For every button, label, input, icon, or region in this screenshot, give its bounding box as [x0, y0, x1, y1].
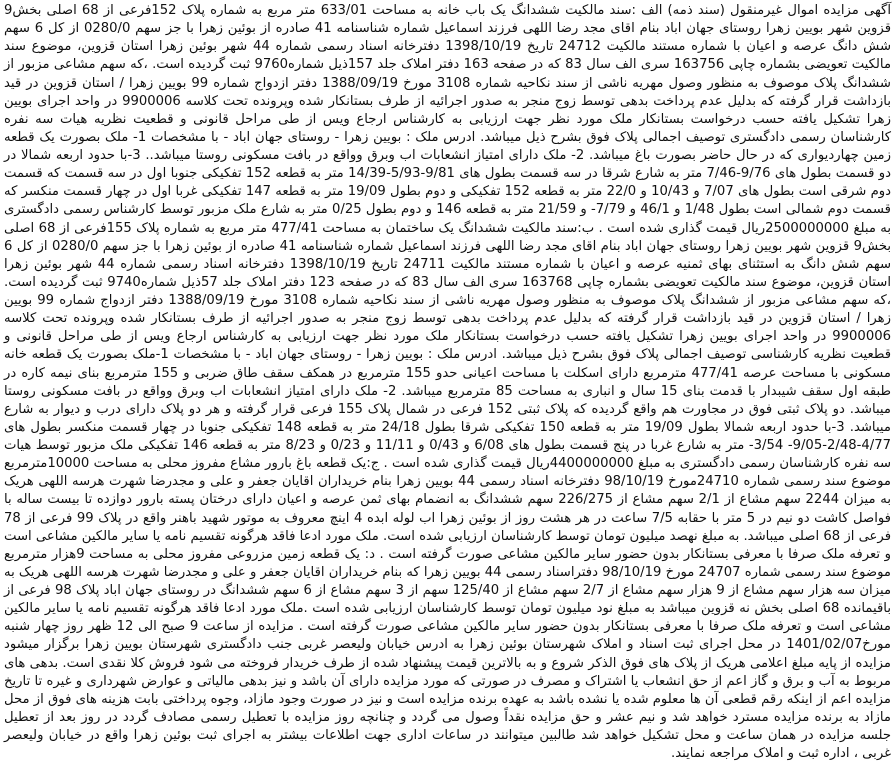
notice-paragraph: آگهی مزایده اموال غیرمنقول (سند ذمه) الف :سند مالکیت ششدانگ یک باب خانه به مساحت 633/01 متر مربع به شماره پلاک 152فرعی از 68 اصلی بخش9 قزوین شهر بویین زهرا روستای جهان اباد بنام اقای مجد رضا اللهی فرزند اسماعیل شماره شناسنامه 41 صادره از بوئین زهرا با جز سهم 0280/0 از کل 6 سهم شش دانگ عرصه و اعیان با شماره مستند مالکیت 24712 تاریخ 1398/10/19 دفترخانه اسناد رسمی شماره 44 شهر بوئین زهرا استان قزوین، موضوع سند مالکیت تعویضی بشماره چاپی 163756 سری الف سال 83 که در صفحه 163 دفتر املاک جلد 157ذیل شماره9760 ثبت گردیده است. ،که سهم مشاعی مزبور از ششدانگ پلاک موصوف به منظور وصول مهریه ناشی از سند نکاحیه شماره 3108 مورخ 1388/09/19 دفتر ازدواج شماره 99 بویین زهرا / استان قزوین در قید بازداشت قرار گرفته که بدلیل عدم پرداخت بدهی توسط زوج منجر به صدور اجرائیه از طرف بستانکار شده وپرونده تحت کلاسه 9900006 در واحد اجرای بویین زهرا تشکیل یافته حسب درخواست بستانکار ملک مورد نظر جهت ارزیابی به کارشناس ارجاع ویس از طی مراحل قانونی و قطعیت نظریه هیات سه نفره کارشناسان رسمی دادگستری توصیف اجمالی پلاک فوق بشرح ذیل میباشد. ادرس ملک : بویین زهرا - روستای جهان اباد - با مشخصات 1- ملک بصورت یک قطعه زمین چهاردیواری که در حال حاضر بصورت باغ میباشد. 2- ملک دارای امتیاز انشعابات اب وبرق وواقع در بافت مسکونی روستا میباشد.. 3-با حدود اربعه شمالا در دو قسمت بطول های 9/76-7/46 متر به شارع شرقا در سه قسمت بطول های 9/81-5/93-14/39 متر به قطعه 152 تفکیکی جنوبا اول در سه قسمت که قسمت دوم شرقی است بطول های 7/07 و 10/43 و 22/0 متر به قطعه 152 تفکیکی و دوم بطول 19/09 متر به قطعه 147 تفکیکی غربا اول در چهار قسمت منکسر که قسمت دوم شمالی است بطول 1/48 و 46/1 و 7/79- و 21/59 متر به قطعه 146 و دوم بطول 0/25 متر به شارع ملک مزبور توسط کارشناس رسمی دادگستری به مبلغ 2500000000ریال قیمت گذاری شده است . ب:سند مالکیت ششدانگ یک ساختمان به مساحت 477/41 متر مربع به شماره پلاک 155فرعی از 68 اصلی بخش9 قزوین شهر بویین زهرا روستای جهان اباد بنام اقای مجد رضا اللهی فرزند اسماعیل شماره شناسنامه 41 صادره از بوئین زهرا با جز سهم 0280/0 از کل 6 سهم شش دانگ به استثنای بهای ثمنیه عرصه و اعیان با شماره مستند مالکیت 24711 تاریخ 1398/10/19 دفترخانه اسناد رسمی شماره 44 شهر بوئین زهرا استان قزوین، موضوع سند مالکیت تعویضی بشماره چاپی 163768 سری الف سال 83 که در صفحه 123 دفتر املاک جلد 57ذیل شماره9740 ثبت گردیده است. ،که سهم مشاعی مزبور از ششدانگ پلاک موصوف به منظور وصول مهریه ناشی از سند نکاحیه شماره 3108 مورخ 1388/09/19 دفتر ازدواج شماره 99 بویین زهرا / استان قزوین در قید بازداشت قرار گرفته که بدلیل عدم پرداخت بدهی توسط زوج منجر به صدور اجرائیه از طرف بستانکار شده وپرونده تحت کلاسه 9900006 در واحد اجرای بویین زهرا تشکیل یافته حسب درخواست بستانکار ملک مورد نظر جهت ارزیابی به کارشناس ارجاع ویس از طی مراحل قانونی و قطعیت نظریه کارشناسی توصیف اجمالی پلاک فوق بشرح ذیل میباشد. ادرس ملک : بویین زهرا - روستای جهان اباد - با مشخصات 1-ملک بصورت یک قطعه خانه مسکونی با مساحت عرصه 477/41 مترمربع دارای اسکلت با مساحت اعیانی حدو 155 مترمربع در همکف سقف طاق ضربی و 155 مترمربع بنای نیمه کاره در طبقه اول سقف شیبدار با قدمت بنای 15 سال و انباری به مساحت 85 مترمربع میباشد. 2- ملک دارای امتیاز انشعابات اب وبرق وواقع در بافت مسکونی روستا میباشد. دو پلاک ثبتی فوق در مجاورت هم واقع گردیده که پلاک ثبتی 152 فرعی در شمال پلاک 155 فرعی قرار گرفته و هر دو پلاک دارای درب و دیوار به شارع میباشد. 3-با حدود اربعه شمالا بطول 19/09 متر به قطعه 150 تفکیکی شرقا بطول 24/18 متر به قطعه 148 تفکیکی جنوبا در چهار قسمت منکسر بطول های 4/77-2/48-9/05- 3/54- متر به شارع غربا در پنج قسمت بطول های 6/08 و 0/43 و 11/11 و 0/23 و 8/23 متر به قطعه 146 تفکیکی ملک مزبور توسط هیات سه نفره کارشناسان رسمی دادگستری به مبلغ 4400000000ریال قیمت گذاری شده است . ج:یک قطعه باغ بارور مشاع مفروز محلی به مساحت 10000مترمربع موضوع سند رسمی شماره 24710مورخ 98/10/19 دفترخانه اسناد رسمی 44 بویین زهرا بنام خریداران اقایان جعفر و علی و مجدرضا شهرت هرسه اللهی هریک به میزان 2244 سهم مشاع از 2/1 سهم مشاع از 226/275 سهم ششدانگ به انضمام بهای ثمن عرصه و اعیان دارای درختان پسته بارور دوازده تا بیست ساله با فواصل کاشت دو نیم در 5 متر با حقابه 7/5 ساعت در هر هشت روز از بوئین زهرا اب لوله ابده 4 اینچ معروف به موتور شهید باهنر واقع در پلاک 99 فرعی از 78 فرعی از 68 اصلی میباشد. به مبلغ نهصد میلیون تومان توسط کارشناسان ارزیابی شده است. ملک مورد ادعا فاقد هرگونه تقسیم نامه یا سایر مالکین مشاعی است و تعرفه ملک صرفا با معرفی بستانکار بدون حضور سایر مالکین مشاعی صورت گرفته است . د: یک قطعه زمین مزروعی مفروز محلی به مساحت 9هزار مترمربع موضوع سند رسمی شماره 24707 مورخ 98/10/19 دفتراسناد رسمی 44 بویین زهرا که بنام خریداران اقایان جعفر و علی و مجدرضا شهرت هرسه اللهی هریک به میزان سه هزار سهم مشاع از 9 هزار سهم مشاع از 2/7 سهم مشاع از 125/40 سهم از 3 سهم مشاع از 6 سهم ششدانگ در روستای جهان اباد پلاک 98 فرعی از باقیمانده 68 اصلی بخش نه قزوین میباشد به مبلغ نود میلیون تومان توسط کارشناسان ارزیابی شده است .ملک مورد ادعا فاقد هرگونه تقسیم نامه یا سایر مالکین مشاعی است و تعرفه ملک صرفا با معرفی بستانکار بدون حضور سایر مالکین مشاعی صورت گرفته است . مزایده از ساعت 9 صبح الی 12 ظهر روز چهار شنبه مورخ1401/02/07 در محل اجرای ثبت اسناد و املاک شهرستان بوئین زهرا به ادرس خیابان ولیعصر غربی جنب دادگستری شهرستان بویین زهرا برگزار میشود مزایده از پایه مبلغ اعلامی هریک از پلاک های فوق الذکر شروع و به بالاترین قیمت پیشنهاد شده از طرف خریدار فروخته می شود فروش کلا نقدی است. بدهی های مربوط به آب و برق و گاز اعم از حق انشعاب یا اشتراک و مصرف در صورتی که مورد مزایده دارای آن باشد و نیز بدهی مالیاتی و عوارض شهرداری و غیره تا تاریخ مزایده اعم از اینکه رقم قطعی آن ها معلوم شده یا نشده باشد به عهده برنده مزایده است و نیز در صورت وجود مازاد، وجوه پرداختی بابت هزینه های فوق از محل مازاد به برنده مزایده مسترد خواهد شد و نیم عشر و حق مزایده نقداً وصول می گردد و چنانچه روز مزایده با تعطیل رسمی مصادف گردد در روز بعد از تعطیل جلسه مزایده در همان ساعت و محل تشکیل خواهد شد طالبین میتوانند در ساعات اداری جهت اطلاعات بیشتر به اجرای ثبت بوئین زهرا واقع در خیابان ولیعصر غربی ، اداره ثبت و املاک مراجعه نمایند.: [4, 3, 892, 762]
auction-notice-text: [4, 2, 891, 763]
